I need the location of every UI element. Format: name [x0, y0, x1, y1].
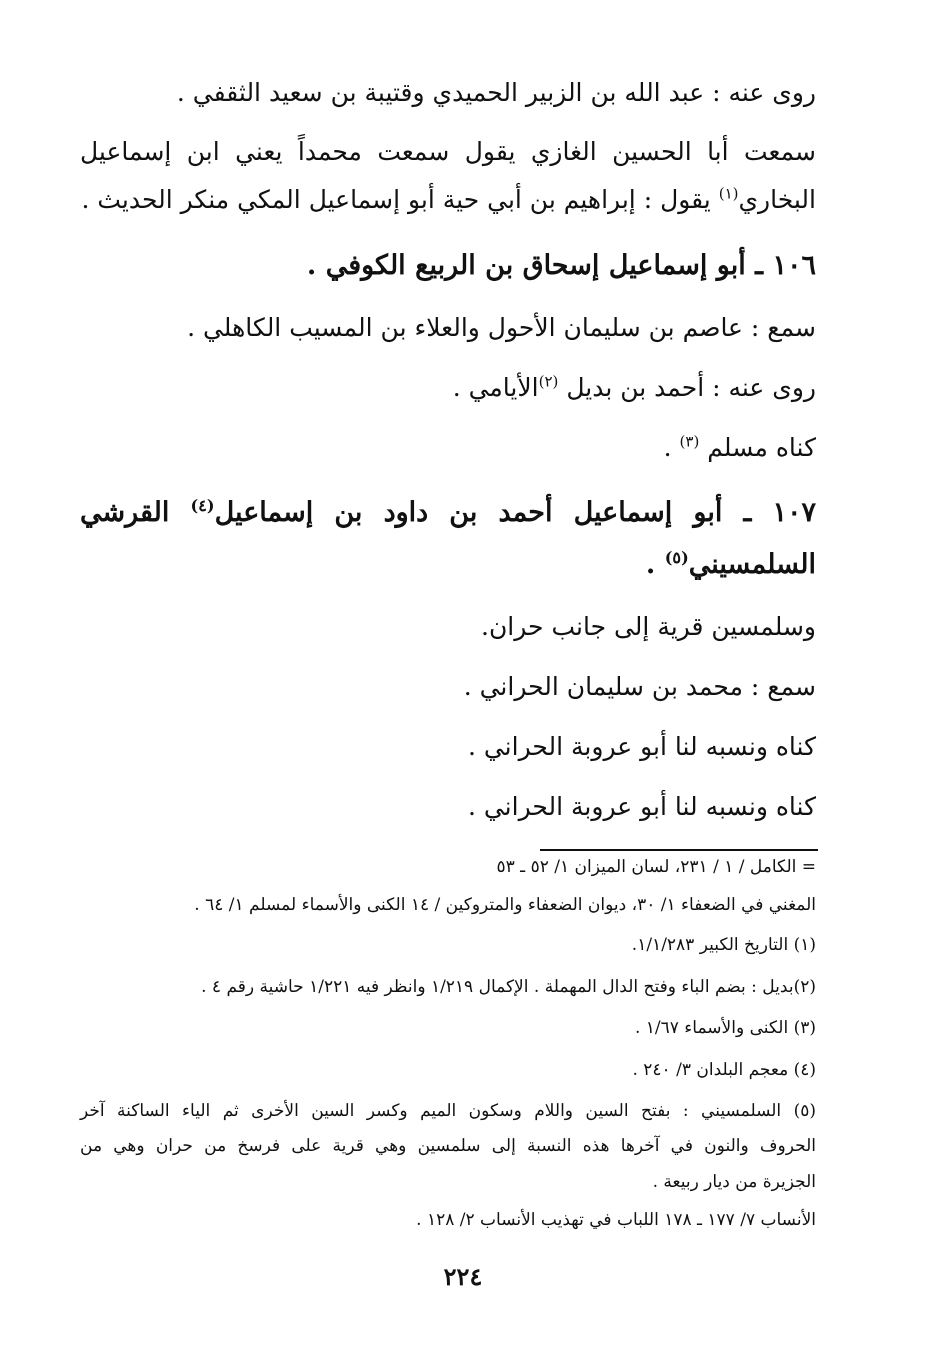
footnote-1: (١) التاريخ الكبير ١/١/٢٨٣. — [631, 935, 816, 955]
footnote-5-cont: الأنساب ٧/ ١٧٧ ـ ١٧٨ اللباب في تهذيب الأنساب ٢/ ١٢٨ . — [416, 1210, 816, 1230]
entry-heading-107: ١٠٧ ـ أبو إسماعيل أحمد بن داود بن إسماعيل$^{(٤)}$ القرشي — [80, 496, 817, 528]
text-line: البخاري$^{(١)}$ يقول : إبراهيم بن أبي حية أبو إسماعيل المكي منكر الحديث . — [81, 184, 816, 214]
footnote-ref: (٥) — [664, 548, 689, 567]
footnote-ref: (١) — [718, 184, 739, 203]
footnote-line: = الكامل / ١ / ٢٣١، لسان الميزان ١/ ٥٢ ـ ٥٣ — [496, 857, 816, 877]
footnote-5-cont: الحروف والنون في آخرها هذه النسبة إلى سلمسين وهي قرية على فرسخ من حران وهي من — [80, 1136, 816, 1156]
footnote-ref: (٢) — [538, 372, 559, 391]
footnote-ref: (٣) — [679, 432, 700, 451]
text-line: وسلمسين قرية إلى جانب حران. — [481, 612, 816, 641]
footnote-5-cont: الجزيرة من ديار ربيعة . — [652, 1172, 816, 1192]
text-line: سمعت أبا الحسين الغازي يقول سمعت محمداً يعني ابن إسماعيل — [80, 137, 816, 166]
text-line: روى عنه : عبد الله بن الزبير الحميدي وقتيبة بن سعيد الثقفي . — [176, 78, 816, 107]
text-line: كناه ونسبه لنا أبو عروبة الحراني . — [467, 792, 816, 821]
footnote-5: (٥) السلمسيني : بفتح السين واللام وسكون الميم وكسر السين الأخرى ثم الياء الساكنة آخر — [80, 1101, 816, 1121]
text-line: كناه مسلم $^{(٣)}$ . — [663, 432, 816, 462]
text-line: روى عنه : أحمد بن بديل $^{(٢)}$الأيامي . — [452, 372, 816, 402]
entry-heading-106: ١٠٦ ـ أبو إسماعيل إسحاق بن الربيع الكوفي . — [306, 250, 816, 281]
footnote-2: (٢)بديل : بضم الباء وفتح الدال المهملة . الإكمال ١/٢١٩ وانظر فيه ١/٢٢١ حاشية رقم ٤ . — [201, 977, 816, 997]
footnote-separator — [540, 849, 818, 851]
footnote-4: (٤) معجم البلدان ٣/ ٢٤٠ . — [632, 1060, 816, 1080]
text-line: سمع : محمد بن سليمان الحراني . — [463, 672, 816, 701]
entry-heading-107-cont: السلمسيني$^{(٥)}$ . — [645, 548, 816, 580]
footnote-3: (٣) الكنى والأسماء ١/٦٧ . — [634, 1018, 816, 1038]
footnote-line: المغني في الضعفاء ١/ ٣٠، ديوان الضعفاء والمتروكين / ١٤ الكنى والأسماء لمسلم ١/ ٦٤ . — [194, 895, 816, 915]
text-line: كناه ونسبه لنا أبو عروبة الحراني . — [467, 732, 816, 761]
footnote-ref: (٤) — [190, 496, 215, 515]
page-number: ٢٢٤ — [443, 1262, 483, 1291]
text-line: سمع : عاصم بن سليمان الأحول والعلاء بن المسيب الكاهلي . — [187, 313, 816, 342]
